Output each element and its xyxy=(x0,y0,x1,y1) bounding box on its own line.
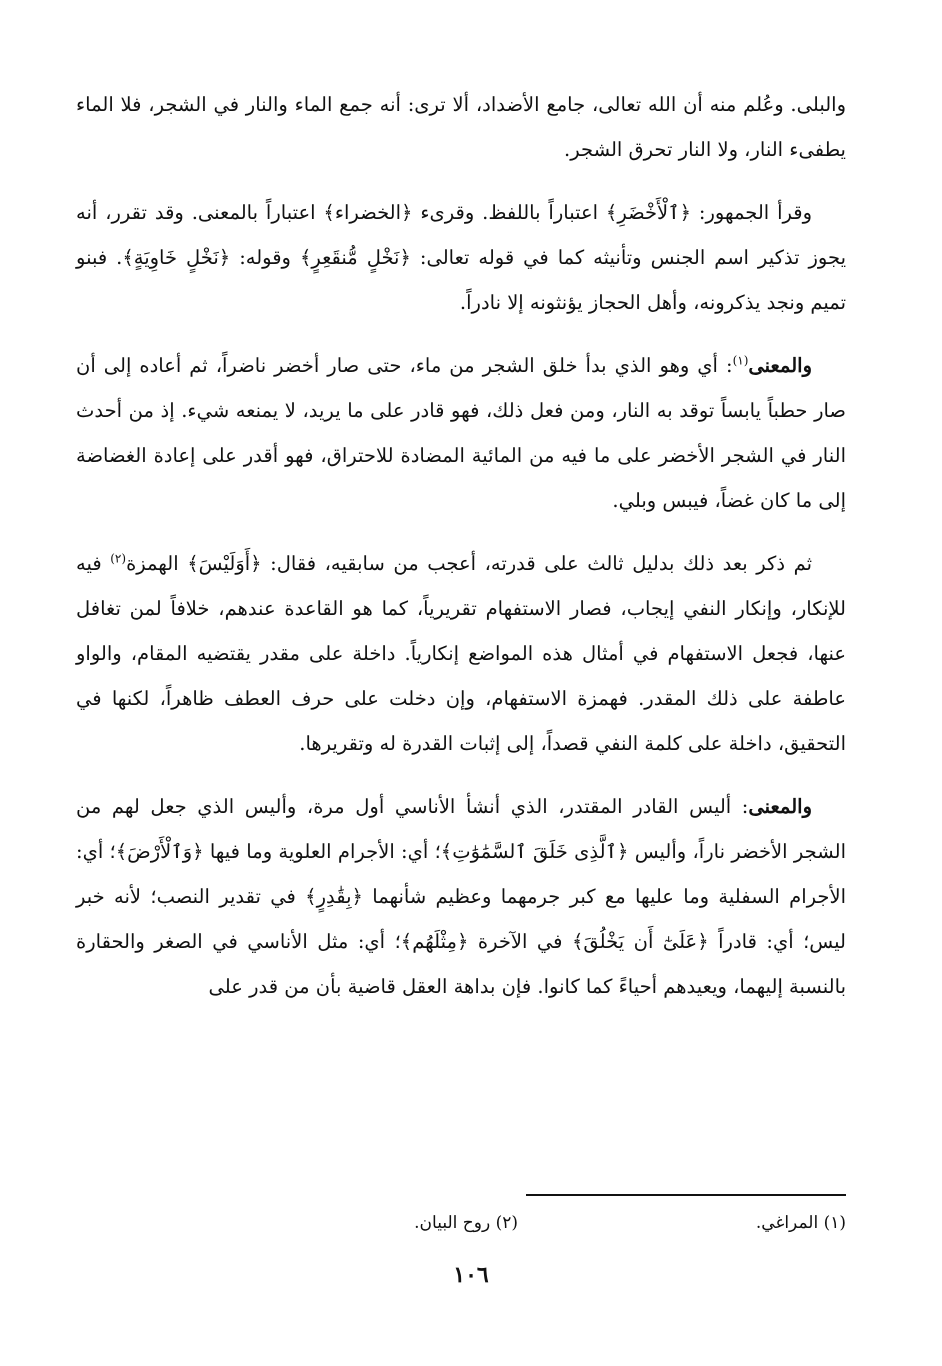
paragraph-5 xyxy=(76,784,846,1009)
footnote-ref-1: (١) xyxy=(732,353,749,368)
paragraph-5-lead: والمعنى xyxy=(748,795,812,818)
paragraph-4-text-a: ثم ذكر بعد ذلك بدليل ثالث على قدرته، أعجب من سابقيه، فقال: ﴿أَوَلَيْسَ﴾ الهمزة xyxy=(126,552,812,575)
footnote-ref-2: (٢) xyxy=(110,551,127,566)
paragraph-3-text: : أي وهو الذي بدأ خلق الشجر من ماء، حتى صار أخضر ناضراً، ثم أعاده إلى أن صار حطباً يابساً توقد به النار، ومن فعل ذلك، فهو قادر على ما يريد، لا يمنعه شيء. إذ من أحدث النار في الشجر الأخضر على ما فيه من المائية المضادة للاحتراق، فهو أقدر على إعادة الغضاضة إلى ما كان غضاً، فيبس وبلي. xyxy=(76,354,846,512)
paragraph-2: وقرأ الجمهور: ﴿ٱلْأَخْضَرِ﴾ اعتباراً باللفظ. وقرىء ﴿الخضراء﴾ اعتباراً بالمعنى. وقد تقرر، أنه يجوز تذكير اسم الجنس وتأنيثه كما في قوله تعالى: ﴿نَخْلٍ مُّنقَعِرٍ﴾ وقوله: ﴿نَخْلٍ خَاوِيَةٍ﴾. فبنو تميم ونجد يذكرونه، وأهل الحجاز يؤنثونه إلا نادراً. xyxy=(76,201,846,314)
page-body xyxy=(76,82,846,1027)
footnote-divider xyxy=(526,1194,846,1196)
footnote-2: (٢) روح البيان. xyxy=(414,1213,518,1233)
paragraph-5-text: : أليس القادر المقتدر، الذي أنشأ الأناسي أول مرة، وأليس الذي جعل لهم من الشجر الأخضر ناراً، وأليس ﴿ٱلَّذِى خَلَقَ ٱلسَّمَٰوَٰتِ﴾؛ أي: الأجرام العلوية وما فيها ﴿وَٱلْأَرْضَ﴾؛ أي: الأجرام السفلية وما عليها مع كبر جرمهما وعظيم شأنهما ﴿بِقَٰدِرٍ﴾ في تقدير النصب؛ لأنه خبر ليس؛ أي: قادراً ﴿عَلَىٰٓ أَن يَخْلُقَ﴾ في الآخرة ﴿مِثْلَهُم﴾؛ أي: مثل الأناسي في الصغر والحقارة بالنسبة إليهما، ويعيدهم أحياءً كما كانوا. فإن بداهة العقل قاضية بأن من قدر على xyxy=(76,795,846,998)
paragraph-3-lead: والمعنى xyxy=(748,354,812,377)
page-number: ١٠٦ xyxy=(453,1262,489,1288)
paragraph-3 xyxy=(76,343,846,523)
footnote-1: (١) المراغي. xyxy=(755,1213,846,1233)
paragraph-4-text-b: فيه للإنكار، وإنكار النفي إيجاب، فصار الاستفهام تقريرياً، كما هو القاعدة عندهم، خلافاً لمن تغافل عنها، فجعل الاستفهام في أمثال هذه المواضع إنكارياً. داخلة على مقدر يقتضيه المقام، والواو عاطفة على ذلك المقدر. فهمزة الاستفهام، وإن دخلت على حرف العطف ظاهراً، لكنها في التحقيق، داخلة على كلمة النفي قصداً، إلى إثبات القدرة له وتقريرها. xyxy=(76,552,846,755)
paragraph-1: والبلى. وعُلم منه أن الله تعالى، جامع الأضداد، ألا ترى: أنه جمع الماء والنار في الشجر، فلا الماء يطفىء النار، ولا النار تحرق الشجر. xyxy=(76,93,846,161)
paragraph-4 xyxy=(76,541,846,766)
